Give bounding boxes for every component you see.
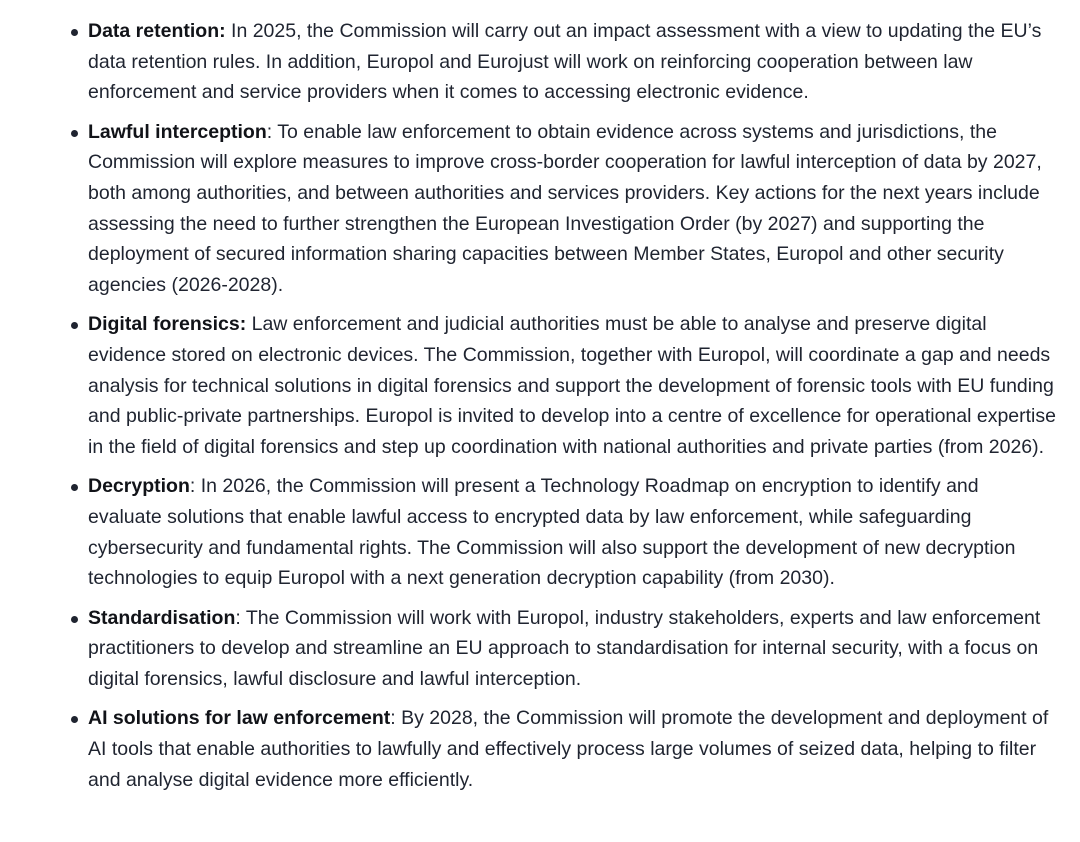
bullet-icon (71, 716, 78, 723)
item-title: Standardisation (88, 606, 236, 629)
list-item-digital-forensics (0, 309, 1056, 462)
item-body: Law enforcement and judicial authorities must be able to analyse and preserve digital evidence stored on electronic devices. The Commission, together with Europol, will coordinate a gap and needs analysis for technical solutions in digital forensics and support the development of forensic tools with EU funding and public-private partnerships. Europol is invited to develop into a centre of excellence for operational expertise in the field of digital forensics and step up coordination with national authorities and private parties (from 2026). (88, 313, 1056, 458)
item-title: Decryption (88, 475, 190, 498)
item-body: : The Commission will work with Europol, industry stakeholders, experts and law enforcement practitioners to develop and streamline an EU approach to standardisation for internal security, with a focus on digital forensics, lawful disclosure and lawful interception. (88, 606, 1041, 690)
bullet-icon (71, 29, 78, 36)
bullet-icon (71, 484, 78, 491)
bullet-list (0, 16, 1056, 795)
item-title: Lawful interception (88, 120, 267, 143)
bullet-icon (71, 616, 78, 623)
list-item-data-retention (0, 16, 1056, 108)
list-item-decryption (0, 471, 1056, 593)
list-item-standardisation (0, 603, 1056, 695)
list-item-lawful-interception (0, 117, 1056, 301)
item-body: : In 2026, the Commission will present a Technology Roadmap on encryption to identify and evaluate solutions that enable lawful access to encrypted data by law enforcement, while safeguarding cybersecurity and fundamental rights. The Commission will also support the development of new decryption technologies to equip Europol with a next generation decryption capability (from 2030). (88, 475, 1016, 590)
item-body: In 2025, the Commission will carry out an impact assessment with a view to updating the EU’s data retention rules. In addition, Europol and Eurojust will work on reinforcing cooperation between law enforcement and service providers when it comes to accessing electronic evidence. (88, 20, 1042, 104)
list-item-ai-solutions (0, 703, 1056, 795)
bullet-icon (71, 130, 78, 137)
item-body: : To enable law enforcement to obtain evidence across systems and jurisdictions, the Commission will explore measures to improve cross-border cooperation for lawful interception of data by 2027, both among authorities, and between authorities and services providers. Key actions for the next years include assessing the need to further strengthen the European Investigation Order (by 2027) and supporting the deployment of secured information sharing capacities between Member States, Europol and other security agencies (2026-2028). (88, 120, 1042, 296)
item-body: : By 2028, the Commission will promote the development and deployment of AI tools that enable authorities to lawfully and effectively process large volumes of seized data, helping to filter and analyse digital evidence more efficiently. (88, 707, 1049, 791)
item-title: Data retention: (88, 20, 226, 42)
item-title: AI solutions for law enforcement (88, 707, 391, 730)
item-title: Digital forensics: (88, 313, 247, 336)
bullet-icon (71, 322, 78, 329)
